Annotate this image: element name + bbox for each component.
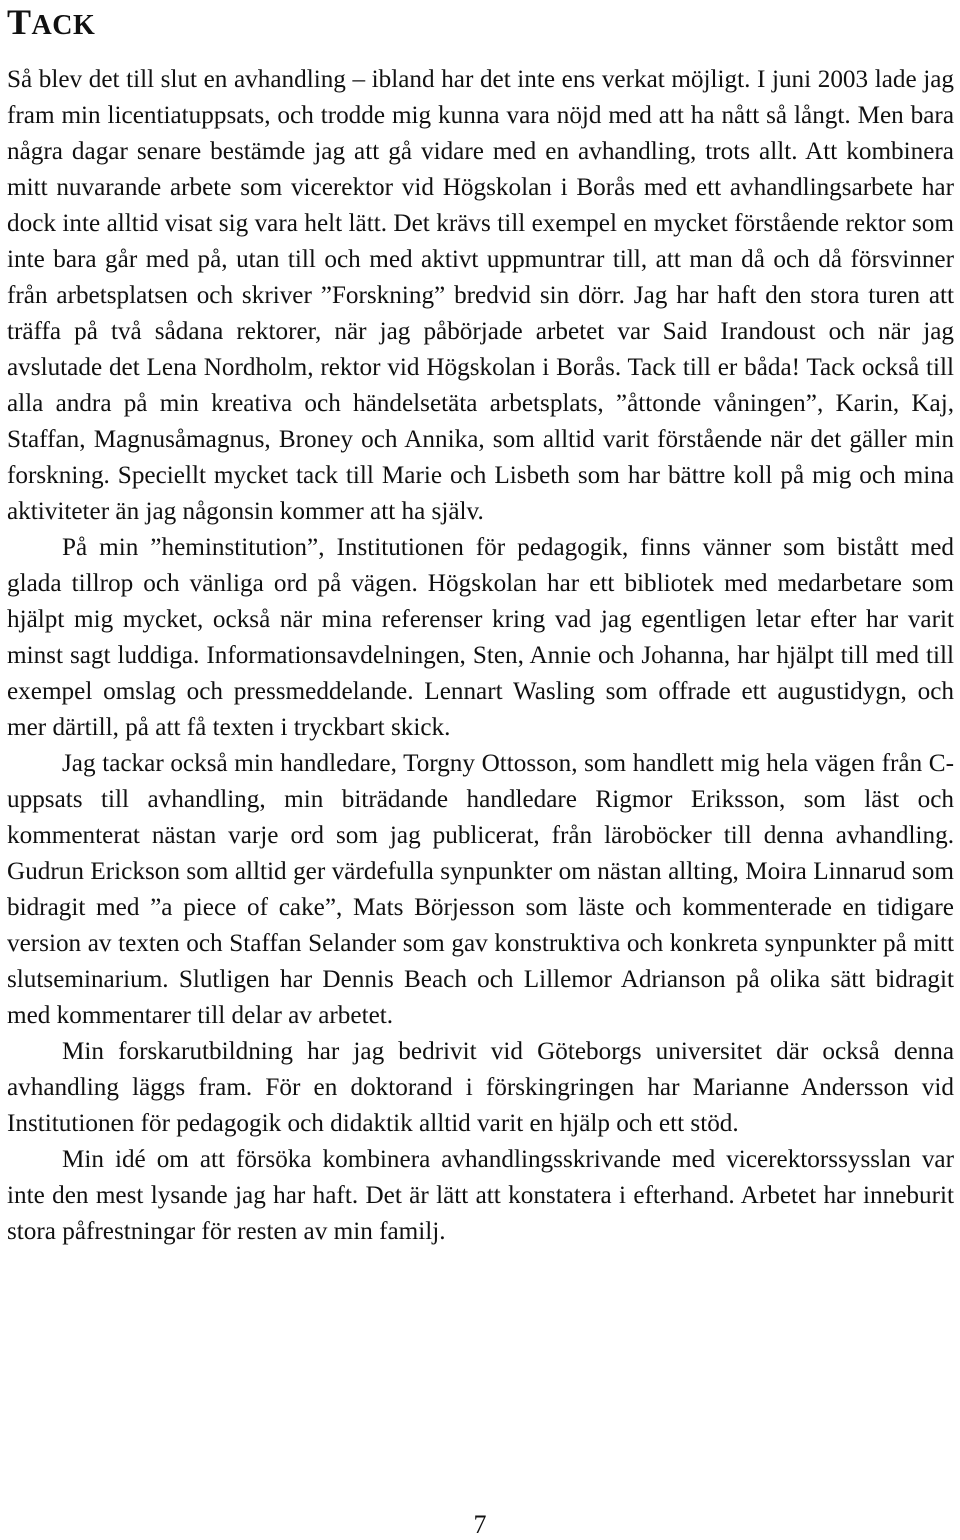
section-heading: [7, 4, 95, 40]
body-text: [7, 62, 954, 1250]
paragraph-2: På min ”heminstitution”, Institutionen för pedagogik, finns vänner som bistått med glada tillrop och vänliga ord på vägen. Högskolan har ett bibliotek med medarbetare som hjälpt mig mycket, också när mina referenser kring vad jag egentligen letar efter har varit minst sagt luddiga. Informationsavdelningen, Sten, Annie och Johanna, har hjälpt till med till exempel omslag och pressmeddelande. Lennart Wasling som offrade ett augustidygn, och mer därtill, på att få texten i tryckbart skick.: [7, 534, 954, 741]
heading-initial: T: [7, 2, 32, 42]
paragraph-4: Min forskarutbildning har jag bedrivit vid Göteborgs universitet där också denna avhandling läggs fram. För en doktorand i förskingringen har Marianne Andersson vid Institutionen för pedagogik och didaktik alltid varit en hjälp och ett stöd.: [7, 1038, 954, 1137]
paragraph-3: Jag tackar också min handledare, Torgny Ottosson, som handlett mig hela vägen från C-uppsats till avhandling, min biträdande handledare Rigmor Eriksson, som läst och kommenterat nästan varje ord som jag publicerat, från läroböcker till denna avhandling. Gudrun Erickson som alltid ger värdefulla synpunkter om nästan allting, Moira Linnarud som bidragit med ”a piece of cake”, Mats Börjesson som läste och kommenterade en tidigare version av texten och Staffan Selander som gav konstruktiva och konkreta synpunkter på mitt slutseminarium. Slutligen har Dennis Beach och Lillemor Adrianson på olika sätt bidragit med kommentarer till delar av arbetet.: [7, 750, 954, 1029]
paragraph-5: Min idé om att försöka kombinera avhandlingsskrivande med vicerektorssysslan var inte den mest lysande jag har haft. Det är lätt att konstatera i efterhand. Arbetet har inneburit stora påfrestningar för resten av min familj.: [7, 1146, 954, 1245]
heading-rest: ACK: [31, 10, 96, 41]
paragraph-1: Så blev det till slut en avhandling – ibland har det inte ens verkat möjligt. I juni 2003 lade jag fram min licentiatuppsats, och trodde mig kunna vara nöjd med att ha nått så långt. Men bara några dagar senare bestämde jag att gå vidare med en avhandling, trots allt. Att kombinera mitt nuvarande arbete som vicerektor vid Högskolan i Borås med ett avhandlingsarbete har dock inte alltid visat sig vara helt lätt. Det krävs till exempel en mycket förstående rektor som inte bara går med på, utan till och med aktivt uppmuntrar till, att man då och då försvinner från arbetsplatsen och skriver ”Forskning” bredvid sin dörr. Jag har haft den stora turen att träffa på två sådana rektorer, när jag påbörjade arbetet var Said Irandoust och när jag avslutade det Lena Nordholm, rektor vid Högskolan i Borås. Tack till er båda! Tack också till alla andra på min kreativa och händelsetäta arbetsplats, ”åttonde våningen”, Karin, Kaj, Staffan, Magnusåmagnus, Broney och Annika, som alltid varit förstående när det gäller min forskning. Speciellt mycket tack till Marie och Lisbeth som har bättre koll på mig och mina aktiviteter än jag någonsin kommer att ha själv.: [7, 66, 954, 525]
page-number: 7: [473, 1510, 487, 1539]
